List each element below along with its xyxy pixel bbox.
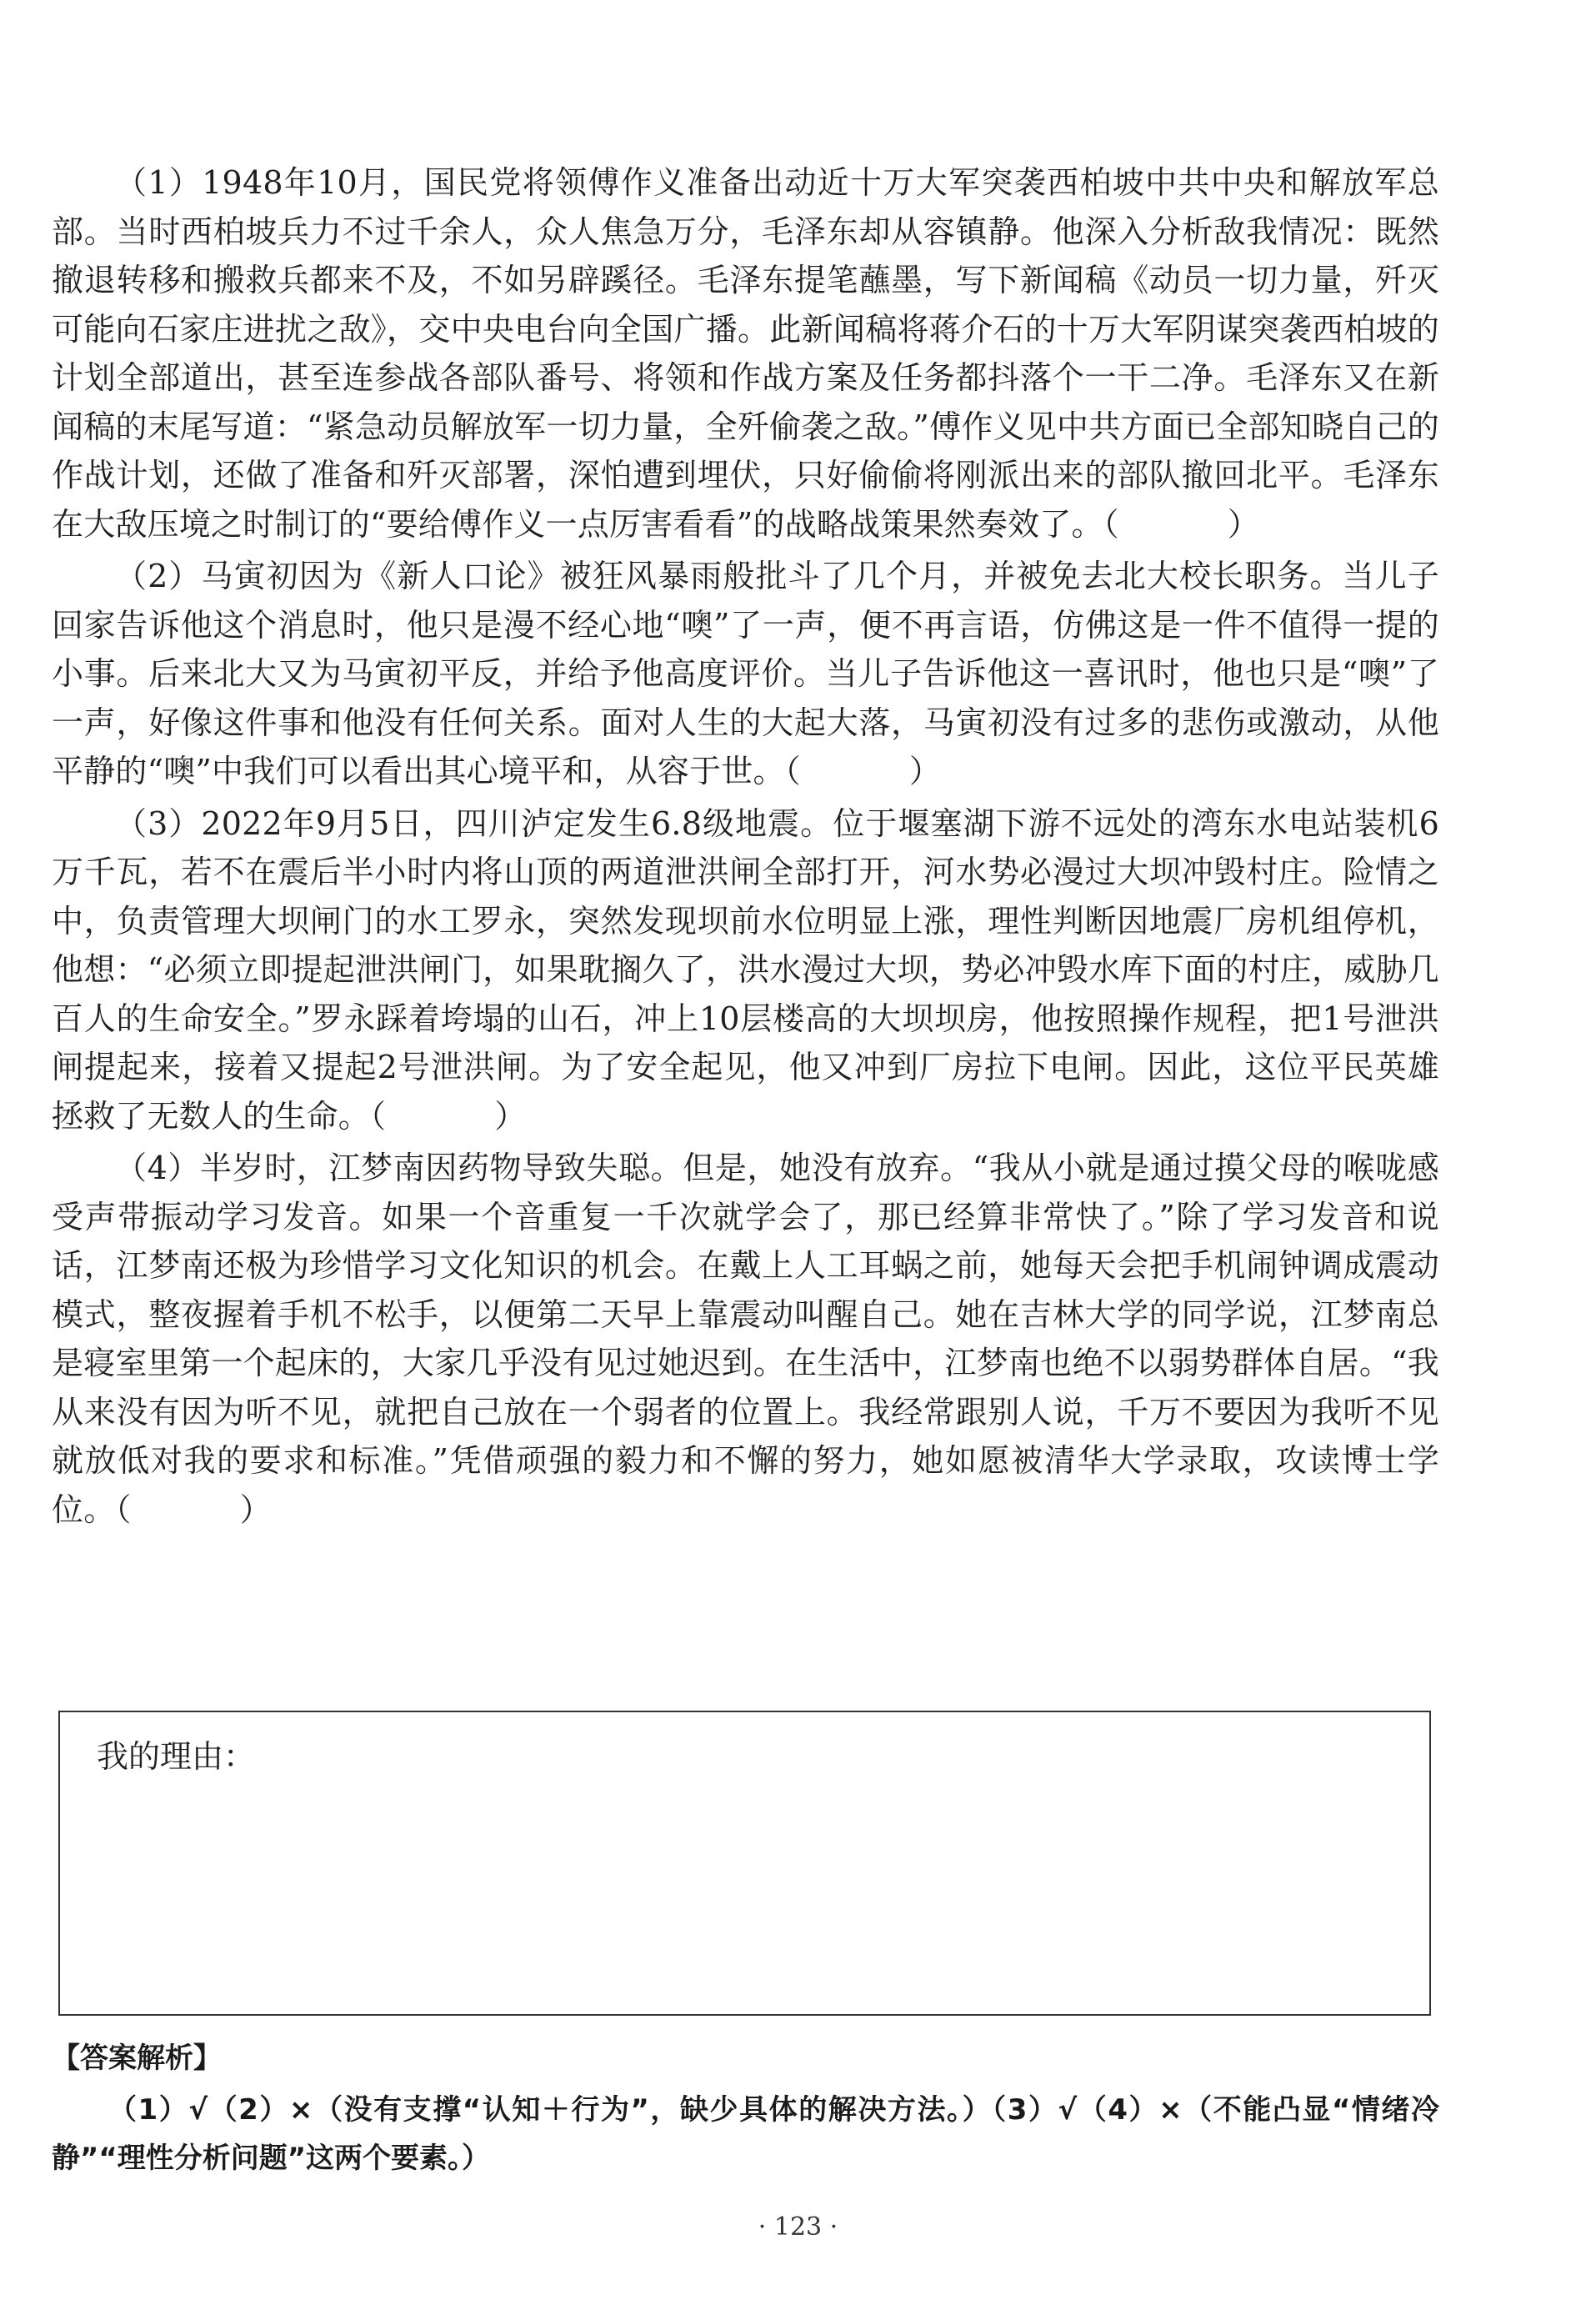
case-4-text: （4）半岁时，江梦南因药物导致失聪。但是，她没有放弃。“我从小就是通过摸父母的喉咙感受声带振动学习发音。如果一个音重复一千次就学会了，那已经算非常快了。”除了学习发音和说话，江梦南还极为珍惜学习文化知识的机会。在戴上人工耳蜗之前，她每天会把手机闹钟调成震动模式，整夜握着手机不松手，以便第二天早上靠震动叫醒自己。她在吉林大学的同学说，江梦南总是寝室里第一个起床的，大家几乎没有见过她迟到。在生活中，江梦南也绝不以弱势群体自居。“我从来没有因为听不见，就把自己放在一个弱者的位置上。我经常跟别人说，千万不要因为我听不见就放低对我的要求和标准。”凭借顽强的毅力和不懈的努力，她如愿被清华大学录取，攻读博士学位。（	[52, 1150, 1439, 1528]
case-1-close: ）	[1227, 505, 1260, 543]
reason-label: 我的理由：	[97, 1738, 256, 1775]
case-2-text: （2）马寅初因为《新人口论》被狂风暴雨般批斗了几个月，并被免去北大校长职务。当儿子回家告诉他这个消息时，他只是漫不经心地“噢”了一声，便不再言语，仿佛这是一件不值得一提的小事。后来北大又为马寅初平反，并给予他高度评价。当儿子告诉他这一喜讯时，他也只是“噢”了一声，好像这件事和他没有任何关系。面对人生的大起大落，马寅初没有过多的悲伤或激动，从他平静的“噢”中我们可以看出其心境平和，从容于世。（	[52, 558, 1439, 789]
reason-writing-box[interactable]	[58, 1711, 1431, 2016]
answer-heading: 【答案解析】	[52, 2042, 222, 2075]
case-3-close: ）	[494, 1097, 527, 1135]
case-2-paragraph	[52, 552, 1439, 796]
case-4-close: ）	[239, 1491, 272, 1528]
case-4-paragraph	[52, 1144, 1439, 1534]
answer-body: （1）√（2）×（没有支撑“认知＋行为”，缺少具体的解决方法。）（3）√（4）×（不能凸显“情绪冷静”“理性分析问题”这两个要素。）	[52, 2093, 1439, 2175]
case-3-paragraph	[52, 799, 1439, 1141]
page-number: · 123 ·	[758, 2212, 838, 2242]
case-1-text: （1）1948年10月，国民党将领傅作义准备出动近十万大军突袭西柏坡中共中央和解放军总部。当时西柏坡兵力不过千余人，众人焦急万分，毛泽东却从容镇静。他深入分析敌我情况：既然撤退转移和搬救兵都来不及，不如另辟蹊径。毛泽东提笔蘸墨，写下新闻稿《动员一切力量，歼灭可能向石家庄进扰之敌》，交中央电台向全国广播。此新闻稿将蒋介石的十万大军阴谋突袭西柏坡的计划全部道出，甚至连参战各部队番号、将领和作战方案及任务都抖落个一干二净。毛泽东又在新闻稿的末尾写道：“紧急动员解放军一切力量，全歼偷袭之敌。”傅作义见中共方面已全部知晓自己的作战计划，还做了准备和歼灭部署，深怕遭到埋伏，只好偷偷将刚派出来的部队撤回北平。毛泽东在大敌压境之时制订的“要给傅作义一点厉害看看”的战略战策果然奏效了。（	[52, 164, 1439, 543]
case-2-close: ）	[908, 753, 942, 789]
case-3-text: （3）2022年9月5日，四川泸定发生6.8级地震。位于堰塞湖下游不远处的湾东水电站装机6万千瓦，若不在震后半小时内将山顶的两道泄洪闸全部打开，河水势必漫过大坝冲毁村庄。险情之中，负责管理大坝闸门的水工罗永，突然发现坝前水位明显上涨，理性判断因地震厂房机组停机，他想：“必须立即提起泄洪闸门，如果耽搁久了，洪水漫过大坝，势必冲毁水库下面的村庄，威胁几百人的生命安全。”罗永踩着垮塌的山石，冲上10层楼高的大坝坝房，他按照操作规程，把1号泄洪闸提起来，接着又提起2号泄洪闸。为了安全起见，他又冲到厂房拉下电闸。因此，这位平民英雄拯救了无数人的生命。（	[52, 804, 1439, 1135]
case-1-paragraph	[52, 158, 1439, 549]
